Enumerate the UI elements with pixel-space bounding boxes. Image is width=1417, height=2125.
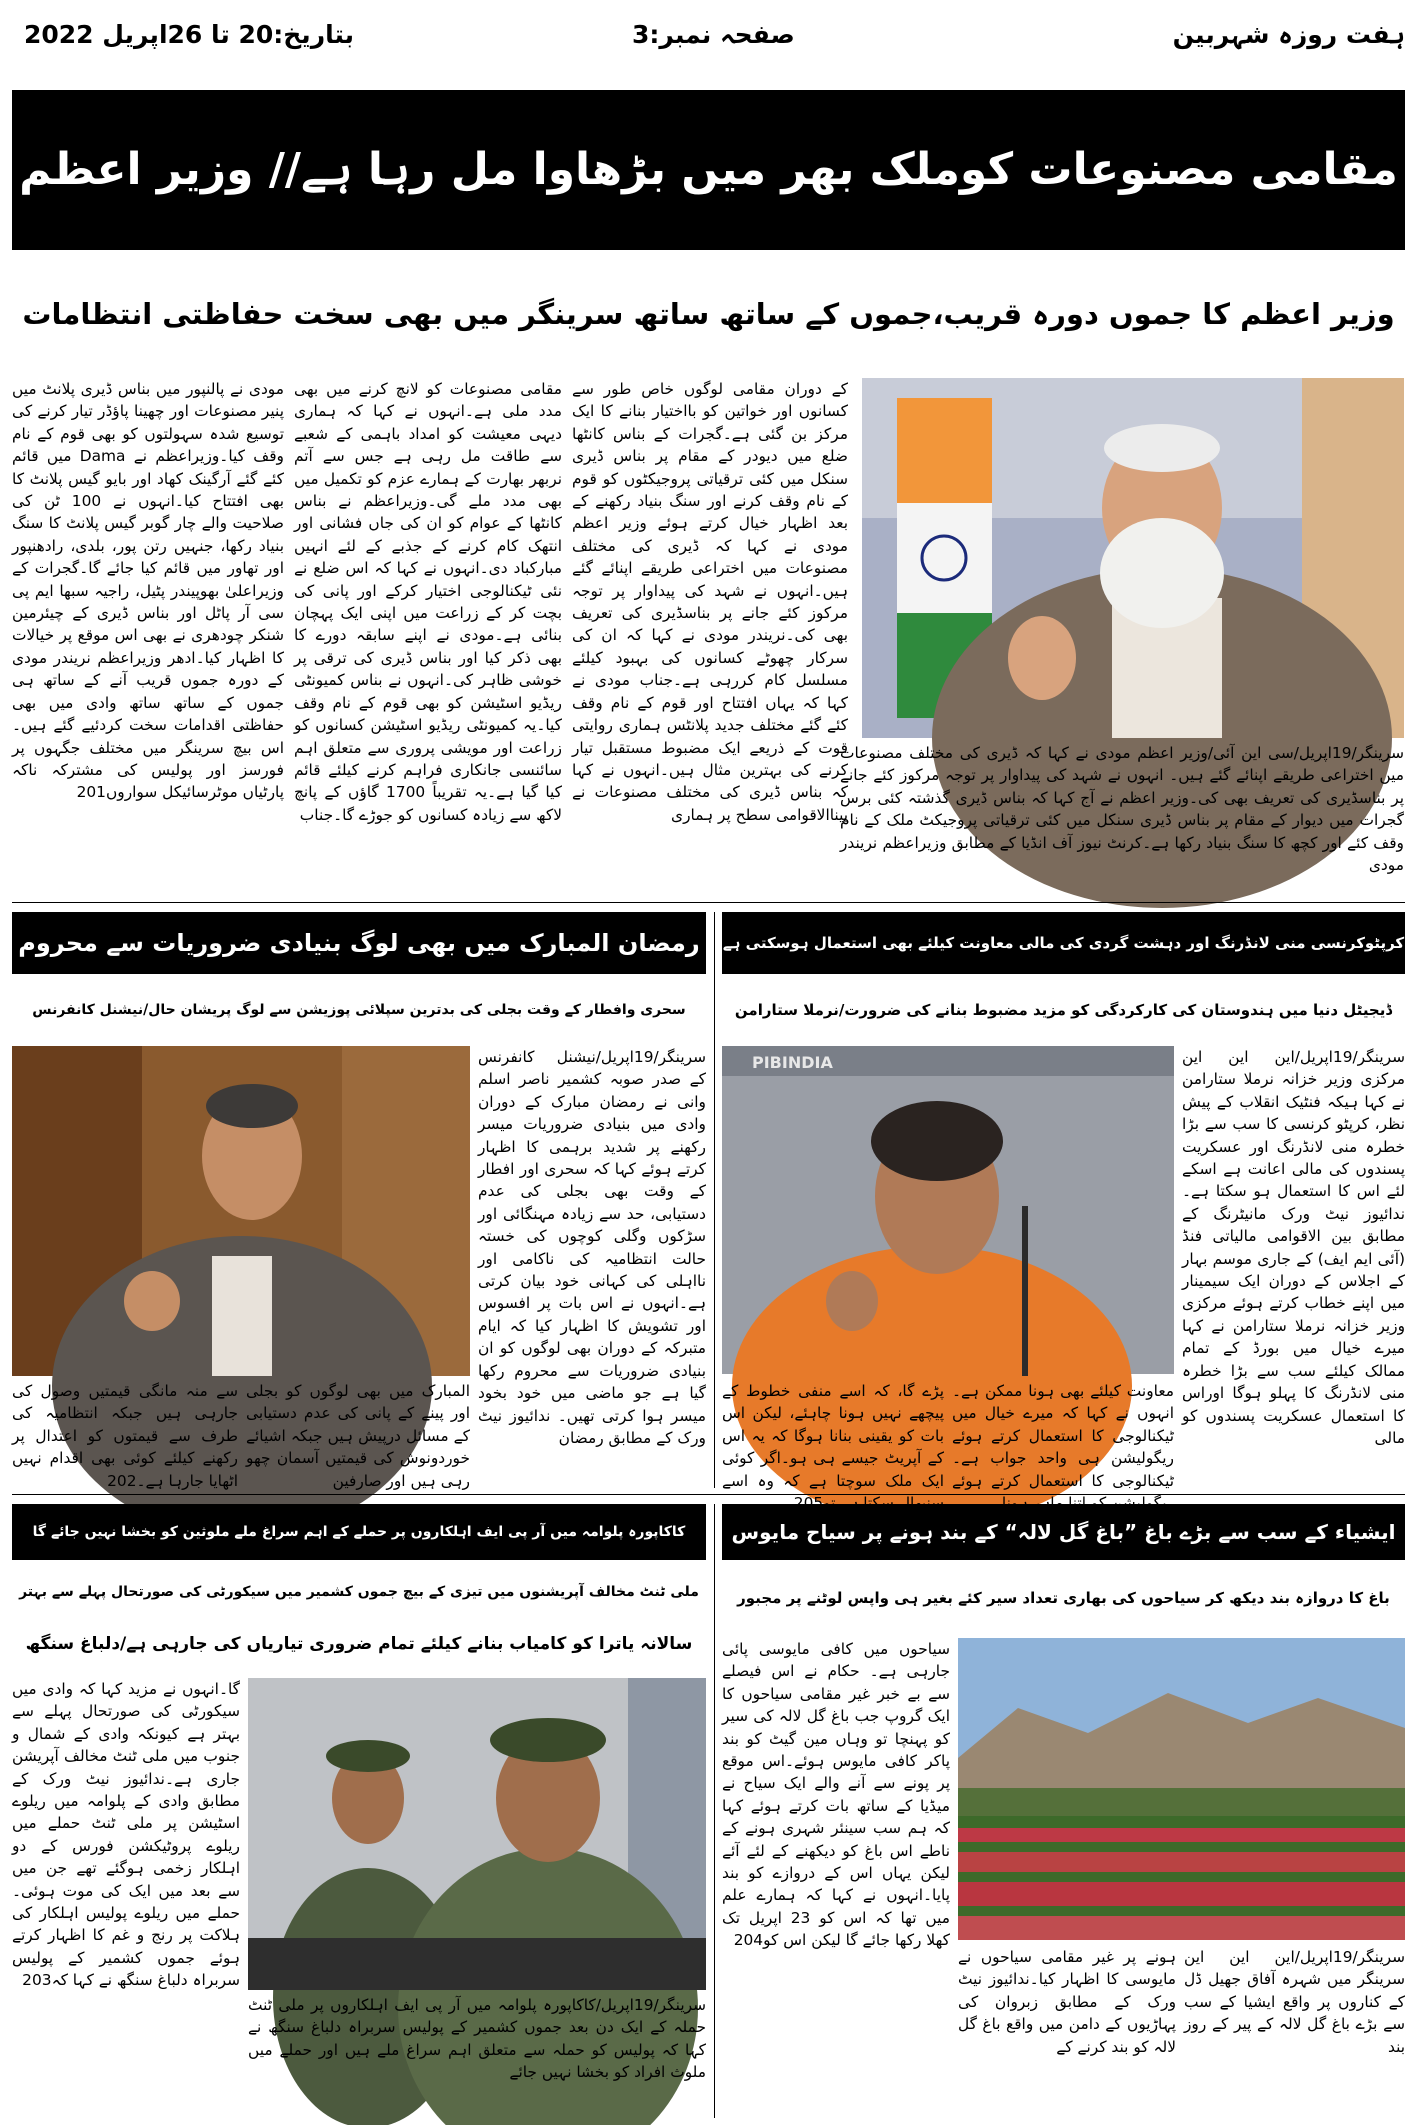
story3-headline: ڈیجیٹل دنیا میں ہندوستان کی کارکردگی کو مزید مضبوط بنانے کی ضرورت/نرملا ستارامن <box>734 1001 1393 1019</box>
story1-caption: سرینگر/19اپریل/سی این آئی/وزیر اعظم مودی نے کہا کہ ڈیری کی مختلف مصنوعات میں اختراعی طریقے اپنائے گئے ہیں۔ انہوں نے شہد کی پیداوار پر توجہ مرکوز کئے جانے پر بناسڈیری کی تعریف بھی کی۔وزیر اعظم نے آج کہا کہ بناس ڈیری گذشتہ کئی برس گجرات میں دیوار کے مقام پر بناس ڈیری سنکل میں کئی ترقیاتی پروجیکٹ ملک کے نام وقف کئے اور کچھ کا سنگ بنیاد رکھا ہے۔کرنٹ نیوز آف انڈیا کے مطابق وزیراعظم نریندر مودی <box>840 744 1404 875</box>
story1-column-1: کے دوران مقامی لوگوں خاص طور سے کسانوں اور خواتین کو بااختیار بنانے کا ایک مرکز بن گئی ہے۔گجرات کے بناس کانٹھا ضلع میں دیودر کے مقام پر بناس ڈیری سنکل میں کئی ترقیاتی پروجیکٹوں کو قوم کے نام وقف کرنے اور سنگ بنیاد رکھنے کے بعد اظہار خیال کرتے ہوئے وزیر اعظم مودی نے کہا کہ ڈیری کی مختلف مصنوعات میں اختراعی طریقے اپنائے گئے ہیں۔انہوں نے شہد کی پیداوار پر توجہ مرکوز کئے جانے پر بناسڈیری کی تعریف بھی کی۔نریندر مودی نے کہا کہ ان کی سرکار چھوٹے کسانوں کی بہبود کیلئے مسلسل کام کررہی ہے۔جناب مودی نے کہا کہ یہاں افتتاح اور قوم کے نام وقف کئے گئے مختلف جدید پلانٹس ہماری روایتی قوت کے ذریعے ایک مضبوط مستقبل تیار کرنے کی بہترین مثال ہیں۔انہوں نے کہا کہ بناس ڈیری کی مختلف مصنوعات نے بیناالاقوامی سطح پر ہماری <box>572 380 848 824</box>
story3-column-3: پڑے گا، کہ اسے منفی خطوط کے پیچھے نہیں ہونا چاہئے، لیکن اس بات کو یقینی بنانا ہوگا کہ یہ اس کے آپریٹ جیسے ہی ہو۔اگر کوئی ایک ملک سوچتا ہے کہ وہ اسے <box>722 1382 944 1490</box>
story2-column-1: سرینگر/19اپریل/نیشنل کانفرنس کے صدر صوبہ کشمیر ناصر اسلم وانی نے رمضان مبارک کے دوران وادی میں بنیادی ضروریات میسر رکھنے پر شدید برہمی کا اظہار کرتے ہوئے کہا کہ سحری اور افطار کے وقت بھی بجلی کی عدم دستیابی، حد سے زیادہ مہنگائی اور سڑکوں وگلی کوچوں کی خستہ حالت انتظامیہ کی ناکامی اور نااہلی کی کہانی خود بیان کرتی ہے۔انہوں نے اس بات پر افسوس اور تشویش کا اظہار کیا کہ ایام متبرکہ کے دوران بھی لوگوں کو ان بنیادی ضروریات سے محروم رکھا گیا ہے جو ماضی میں خود بخود میسر ہوا کرتی تھیں۔ ندائیوز نیٹ ورک کے مطابق رمضان <box>478 1048 706 1447</box>
paper-name: ہفت روزہ شہربین <box>1172 20 1405 49</box>
story5-banner: ایشیاء کے سب سے بڑے باغ ”باغ گل لالہ“ کے بند ہونے پر سیاح مایوس <box>722 1504 1405 1560</box>
story2-headline: سحری وافطار کے وقت بجلی کی بدترین سپلائی پوزیشن سے لوگ پریشان حال/نیشنل کانفرنس <box>32 1002 686 1018</box>
story4-headline-1: ملی ٹنٹ مخالف آپریشنوں میں تیزی کے بیچ جموں کشمیر میں سیکورٹی کی صورتحال پہلے سے بہتر <box>19 1584 699 1600</box>
story1-column-3: مودی نے پالنپور میں بناس ڈیری پلانٹ میں پنیر مصنوعات اور چھینا پاؤڈر تیار کرنے کی توسیع شدہ سہولتوں کو بھی قوم کے نام وقف کیا۔وزیراعظم نے Dama میں قائم کئے گئے آرگینک کھاد اور بایو گیس پلانٹ کا بھی افتتاح کیا۔انہوں نے 100 ٹن کی صلاحیت والے چار گوبر گیس پلانٹ کا سنگ بنیاد رکھا، جنہیں رتن پور، بلدی، رادھنپور اور تھاور میں قائم کیا جائے گا۔گجرات کے وزیراعلیٰ بھوپیندر پٹیل، راجیہ سبھا ایم پی سی آر پاٹل اور بناس ڈیری کے چیئرمین شنکر چودھری نے بھی اس موقع پر خیالات کا اظہار کیا۔ادھر وزیراعظم نریندر مودی کے دورہ جموں قریب آنے کے ساتھ ہی جموں کے ساتھ ساتھ وادی میں بھی حفاظتی اقدامات سخت کردئیے گئے ہیں۔اس بیچ سرینگر میں مختلف جگہوں پر فورسز اور پولیس کی مشترکہ ناکہ پارٹیاں موٹرسائیکل سواروں201 <box>12 380 284 802</box>
story3-banner: کرپٹوکرنسی منی لانڈرنگ اور دہشت گردی کی مالی معاونت کیلئے بھی استعمال ہوسکتی ہے <box>722 912 1405 974</box>
story5-column-1: سیاحوں میں کافی مایوسی پائی جارہی ہے۔ حکام نے اس فیصلے سے بے خبر غیر مقامی سیاحوں کا ایک گروپ جب باغ گل لالہ کی سیر کو پہنچا تو وہاں مین گیٹ کو بند پاکر کافی مایوس ہوئے۔اس موقع پر پونے سے آنے والے ایک سیاح نے میڈیا کے ساتھ بات کرتے ہوئے کہا کہ ہم سب سینئر شہری ہونے کے ناطے اس باغ کو دیکھنے کے لئے آئے لیکن یہاں اس کے دروازے کو بند پایا۔انہوں نے کہا کہ ہمارے علم میں تھا کہ اس کو 23 اپریل تک کھلا رکھا جائے گا لیکن اس کو204 <box>722 1640 950 1950</box>
story4-column-1: گا۔انہوں نے مزید کہا کہ وادی میں سیکورٹی کی صورتحال پہلے سے بہتر ہے کیونکہ وادی کے شمال و جنوب میں ملی ٹنٹ مخالف آپریشن جاری ہے۔ندائیوز نیٹ ورک کے مطابق وادی کے پلوامہ میں ریلوے اسٹیشن پر ملی ٹنٹ حملے میں ریلوے پروٹیکشن فورس کے دو اہلکار زخمی ہوگئے تھے جن میں سے بعد میں ایک کی موت ہوئی۔ حملے میں ریلوے پولیس اہلکار کی ہلاکت پر رنج و غم کا اظہار کرتے ہوئے جموں کشمیر کے پولیس سربراہ دلباغ سنگھ نے کہا کہ203 <box>12 1680 240 1990</box>
svg-text:PIBINDIA: PIBINDIA <box>752 1053 833 1072</box>
story5-headline: باغ کا دروازہ بند دیکھ کر سیاحوں کی بھاری تعداد سیر کئے بغیر ہی واپس لوٹنے پر مجبور <box>737 1589 1390 1607</box>
story4-caption: سرینگر/19اپریل/کاکاپورہ پلوامہ میں آر پی ایف اہلکاروں پر ملی ٹنٹ حملہ کے ایک دن بعد جموں کشمیر کے پولیس سربراہ دلباغ سنگھ نے کہا کہ پولیس کو حملہ سے متعلق اہم سراغ ملے ہیں اور حملے میں ملوث افراد کو بخشا نہیں جائے <box>248 1996 706 2082</box>
divider <box>714 1504 715 2118</box>
story1-banner: مقامی مصنوعات کوملک بھر میں بڑھاوا مل رہا ہے// وزیر اعظم <box>12 90 1405 250</box>
story2-column-2: المبارک میں بھی لوگوں کو بجلی اور پینے کے پانی کی عدم دستیابی کے مسائل درپیش ہیں جبکہ اشیائے خوردونوش کی قیمتیں آسمان چھو رہی ہیں اور صارفین <box>246 1382 470 1490</box>
story4-banner: کاکاپورہ پلوامہ میں آر پی ایف اہلکاروں پر حملے کے اہم سراغ ملے ملوثین کو بخشا نہیں جائے گا <box>12 1504 706 1560</box>
masthead <box>12 14 1405 60</box>
story3-photo <box>722 1046 1174 1374</box>
story3-column-1: سرینگر/19اپریل/این این این مرکزی وزیر خزانہ نرملا ستارامن نے کہا ہیکہ فنٹیک انقلاب کے پیش نظر، کرپٹو کرنسی کا سب سے بڑا خطرہ منی لانڈرنگ اور عسکریت پسندوں کی مالی اعانت ہے اسکے لئے اس کا استعمال ہو سکتا ہے۔ندائیوز نیٹ ورک مانیٹرنگ کے مطابق بین الاقوامی مالیاتی فنڈ (آئی ایم ایف) کے جاری موسم بہار کے اجلاس کے دوران ایک سیمینار میں اپنے خطاب کرتے ہوئے مرکزی وزیر خزانہ نرملا ستارامن نے کہا میرے خیال میں بورڈ کے تمام ممالک کیلئے سب سے بڑا خطرہ منی لانڈرنگ کا پہلو ہوگا اوراس کا استعمال عسکریت پسندوں کو مالی <box>1182 1048 1405 1447</box>
story5-photo <box>958 1638 1405 1940</box>
story5-column-2: ہونے پر غیر مقامی سیاحوں نے مایوسی کا اظہار کیا۔ندائیوز نیٹ ورک کے مطابق زبروان کی پہاڑیوں کے دامن میں واقع باغ گل لالہ کو بند کرنے کے <box>958 1948 1176 2056</box>
story1-photo <box>862 378 1404 738</box>
divider <box>714 912 715 1488</box>
story4-headline-2: سالانہ یاترا کو کامیاب بنانے کیلئے تمام ضروری تیاریاں کی جارہی ہے/دلباغ سنگھ <box>25 1634 693 1654</box>
issue-date: بتاریخ:20 تا 26اپریل 2022 <box>24 20 355 49</box>
story1-column-2: مقامی مصنوعات کو لانچ کرنے میں بھی مدد ملی ہے۔انہوں نے کہا کہ ہماری دیہی معیشت کو امداد باہمی کے شعبے سے طاقت مل رہی ہے جس سے آتم نربھر بھارت کے ہمارے عزم کو تکمیل میں بھی مدد ملے گی۔وزیراعظم نے بناس کانٹھا کے عوام کو ان کی جاں فشانی اور انتھک کام کرنے کے جذبے کے لئے انہیں مبارکباد دی۔انہوں نے کہا کہ اس ضلع نے نئی ٹیکنالوجی اختیار کرکے اور پانی کی بچت کر کے زراعت میں اپنی ایک پہچان بنائی ہے۔مودی نے اپنے سابقہ دورے کا بھی ذکر کیا اور بناس ڈیری کی ترقی پر خوشی ظاہر کی۔انہوں نے بناس کمیونٹی ریڈیو اسٹیشن کو بھی قوم کے نام وقف کیا۔یہ کمیونٹی ریڈیو اسٹیشن کسانوں کو زراعت اور مویشی پروری سے متعلق اہم سائنسی جانکاری فراہم کرنے کیلئے قائم کیا گیا ہے۔یہ تقریباً 1700 گاؤں کے پانچ لاکھ سے زیادہ کسانوں کو جوڑے گا۔جناب <box>294 380 562 824</box>
story2-photo <box>12 1046 470 1376</box>
story3-column-2: معاونت کیلئے بھی ہونا ممکن ہے۔انہوں نے کہا کہ میرے خیال میں ٹیکنالوجی کا استعمال کرتے ہوئے ریگولیشن ہی واحد جواب ہے۔ٹیکنالوجی کا استعمال کرتے ہوئے <box>952 1382 1174 1490</box>
story4-photo <box>248 1678 706 1990</box>
story5-column-3: سرینگر/19اپریل/این این این سرینگر میں شہرہ آفاق جھیل ڈل کے کناروں پر واقع ایشیا کے سب سے بڑے باغ گل لالہ کے پیر کے روز بند <box>1184 1948 1405 2056</box>
page-number: صفحہ نمبر:3 <box>632 20 795 49</box>
story1-headline: وزیر اعظم کا جموں دورہ قریب،جموں کے ساتھ ساتھ سرینگر میں بھی سخت حفاظتی انتظامات <box>22 297 1395 331</box>
story2-column-3: سے منہ مانگی قیمتیں وصول کی جارہی ہیں جبکہ انتظامیہ کی طرف سے قیمتوں کو اعتدال پر رکھنے کیلئے کوئی بھی اقدام نہیں اٹھایا جارہا ہے۔202 <box>12 1382 238 1490</box>
divider <box>12 902 1405 903</box>
divider <box>12 1494 1405 1495</box>
story2-banner: رمضان المبارک میں بھی لوگ بنیادی ضروریات سے محروم <box>12 912 706 974</box>
